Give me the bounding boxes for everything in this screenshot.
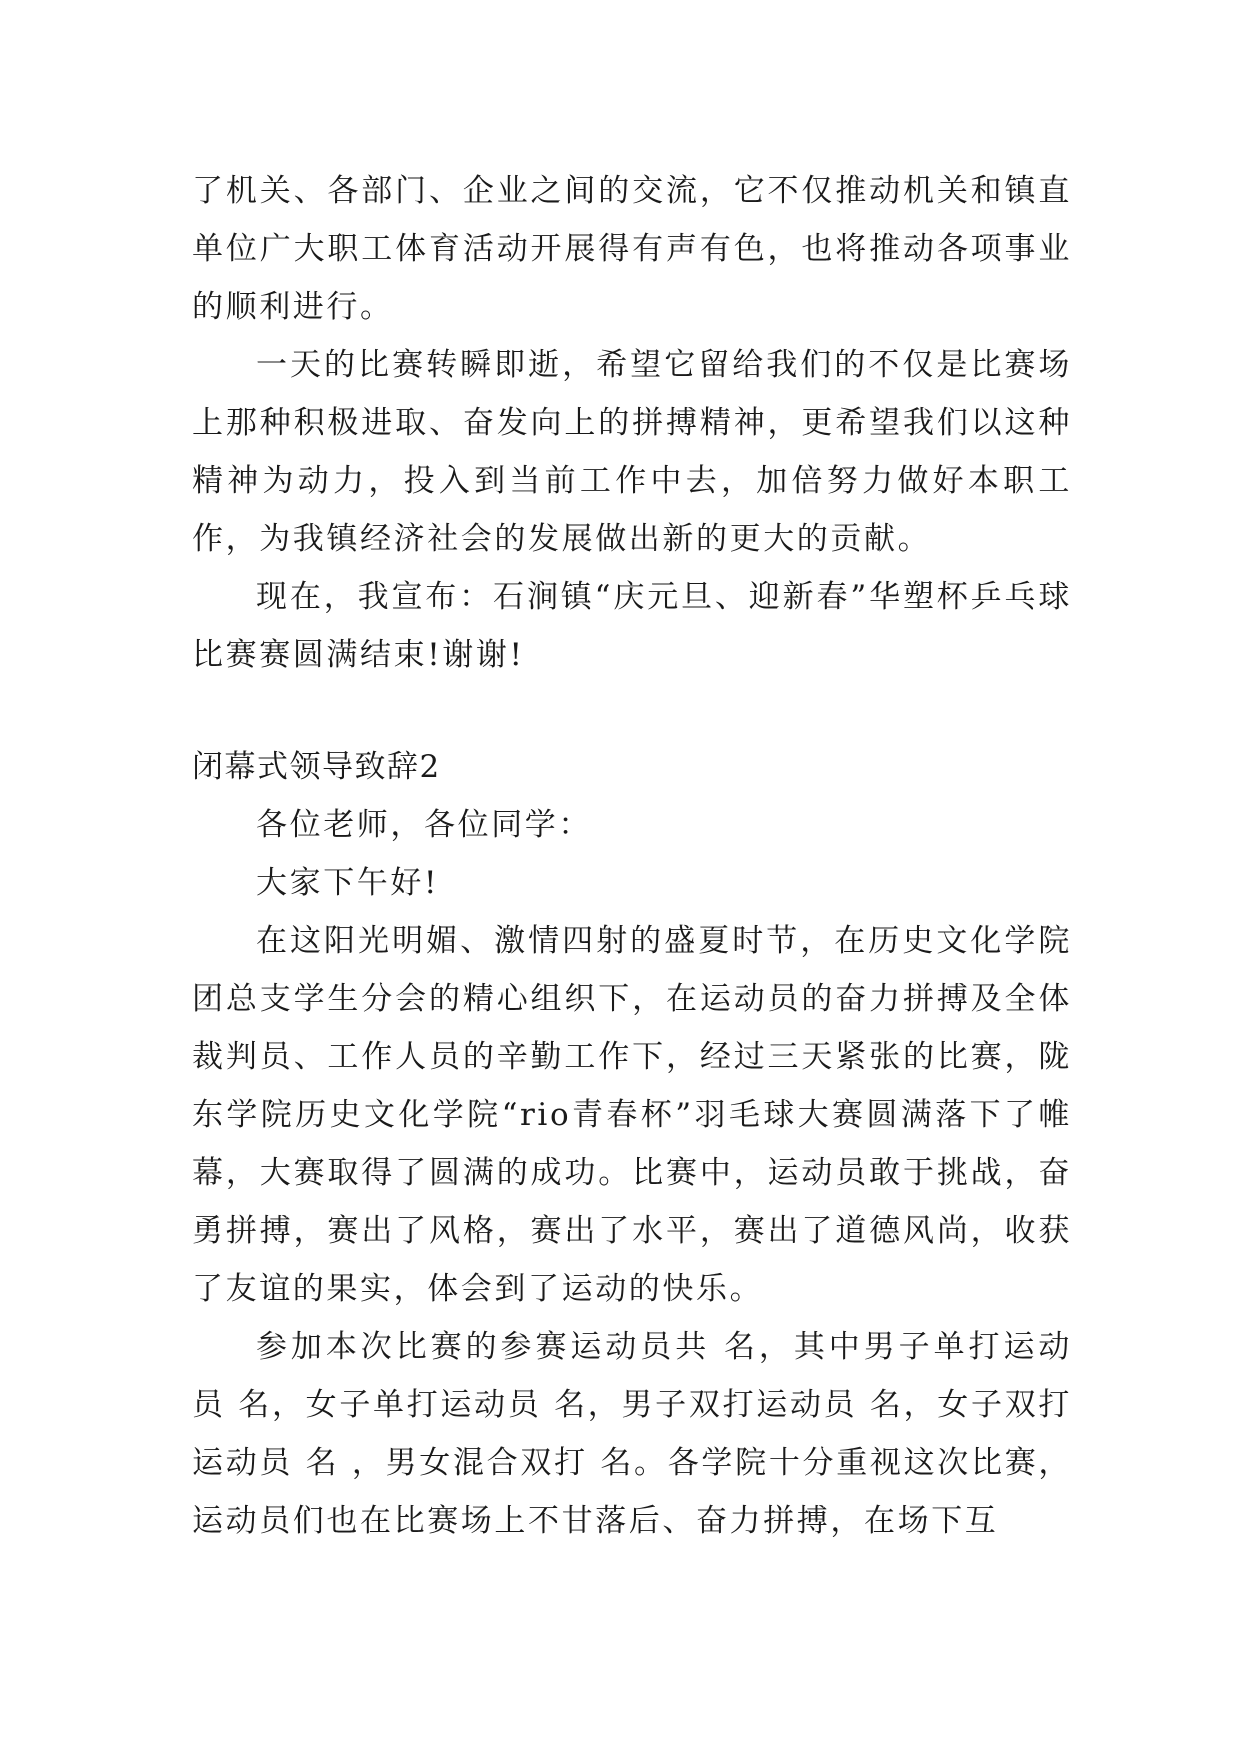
greeting: 大家下午好!: [256, 865, 440, 901]
document-body: [192, 162, 1072, 1550]
section-heading: 闭幕式领导致辞2: [192, 749, 441, 785]
section-spacer: [192, 684, 1072, 738]
paragraph-participants: 参加本次比赛的参赛运动员共 名，其中男子单打运动员 名，女子单打运动员 名，男子双打运动员 名，女子双打运动员 名 ，男女混合双打 名。各学院十分重视这次比赛，运动员们也在比赛场上不甘落后、奋力拼搏，在场下互: [192, 1329, 1072, 1539]
salutation: 各位老师，各位同学：: [256, 807, 592, 843]
paragraph-hope: 一天的比赛转瞬即逝，希望它留给我们的不仅是比赛场上那种积极进取、奋发向上的拼搏精神，更希望我们以这种精神为动力，投入到当前工作中去，加倍努力做好本职工作，为我镇经济社会的发展做出新的更大的贡献。: [192, 347, 1072, 557]
paragraph-exchange: 了机关、各部门、企业之间的交流，它不仅推动机关和镇直单位广大职工体育活动开展得有声有色，也将推动各项事业的顺利进行。: [192, 173, 1072, 325]
paragraph-tournament: 在这阳光明媚、激情四射的盛夏时节，在历史文化学院团总支学生分会的精心组织下，在运动员的奋力拼搏及全体裁判员、工作人员的辛勤工作下，经过三天紧张的比赛，陇东学院历史文化学院“rio青春杯”羽毛球大赛圆满落下了帷幕，大赛取得了圆满的成功。比赛中，运动员敢于挑战，奋勇拼搏，赛出了风格，赛出了水平，赛出了道德风尚，收获了友谊的果实，体会到了运动的快乐。: [192, 923, 1072, 1307]
paragraph-announcement: 现在，我宣布：石涧镇“庆元旦、迎新春”华塑杯乒乓球比赛赛圆满结束!谢谢!: [192, 579, 1072, 673]
